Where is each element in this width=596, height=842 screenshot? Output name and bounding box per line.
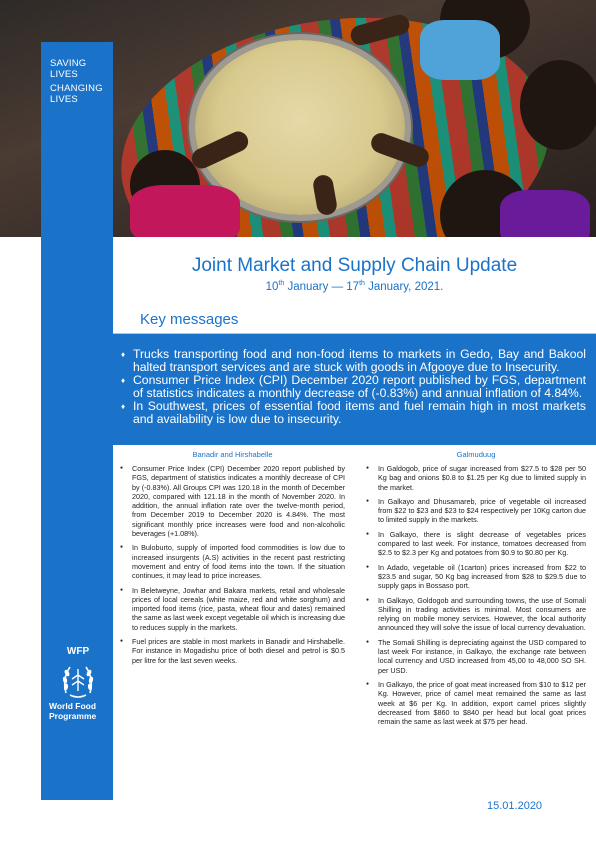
key-messages-box xyxy=(113,333,596,445)
tagline-changing-lives: CHANGING LIVES xyxy=(50,83,103,105)
list-item: ● Consumer Price Index (CPI) December 2020 report published by FGS, department of statistics indicates a monthly decrease of CPI by (-0.83%). All Groups CPI was 120.18 in the month of December 2020, compared with 121.18 in the month of November 2020. In addition, the annual inflation rate over the twelve-month period, from December 2019 to December 2020 is 4.84%. The most significant monthly price increases were food and non-alcoholic beverages (+1.08%). xyxy=(120,464,345,538)
child-head xyxy=(520,60,596,150)
list-item: ● In Beletweyne, Jowhar and Bakara markets, retail and wholesale prices of local cereals (white maize, red and white sorghum) and imported food items (rice, pasta, wheat flour and dates) remained the same as last week except vegetable oil which is increasing due to reduces supply in the markets. xyxy=(120,586,345,632)
wfp-abbr: WFP xyxy=(66,646,90,657)
list-item: ● The Somali Shilling is depreciating against the USD compared to last week For instance, in Galkayo, the exchange rate between local currency and USD increased from 45,00 to 48,000 SO SH. per USD. xyxy=(366,638,586,675)
page-title: Joint Market and Supply Chain Update xyxy=(191,255,518,276)
wfp-logo xyxy=(49,646,107,721)
list-item: ● In Galkayo, there is slight decrease of vegetables prices compared to last week. For instance, tomatoes decreased from $2.5 to $2.3 per Kg and potatoes from $0.9 to $0.80 per Kg. xyxy=(366,530,586,558)
wheat-wreath-icon xyxy=(58,659,98,699)
list-item: ● In Adado, vegetable oil (1carton) prices increased from $22 to $23.5 and sugar, 50 Kg bag increased from $28 to $29.5 due to supply gaps in Bossaso port. xyxy=(366,563,586,591)
list-item: ● Fuel prices are stable in most markets in Banadir and Hirshabelle. For instance in Mogadishu price of both diesel and petrol is $0.5 per litre for the last seven weeks. xyxy=(120,637,345,665)
key-message: ♦ In Southwest, prices of essential food items and fuel remain high in most markets and availability is low due to insecurity. xyxy=(121,400,586,426)
wfp-name: World Food Programme xyxy=(49,701,97,721)
child-clothing xyxy=(500,190,590,237)
child-clothing xyxy=(130,185,240,237)
list-item: ● In Galkayo, Goldogob and surrounding towns, the use of Somali Shilling in trading activities is minimal. Most consumers are relying on mobile money services. However, the local authority announced they will solve the issue of local currency devaluation. xyxy=(366,596,586,633)
list-item: ● In Galkayo, the price of goat meat increased from $10 to $12 per Kg. However, price of camel meat remained the same as last week at $6 per Kg. In addition, export camel prices slightly decreased from $860 to $840 per head but local goat prices remain the same as last week at $75 per head. xyxy=(366,680,586,726)
publication-date: 15.01.2020 xyxy=(487,800,543,812)
list-item: ● In Buloburto, supply of imported food commodities is low due to increased insurgents (A.S) activities in the recent past restricting movement and entry of food items into the town. If the situation continues, it may lead to price increases. xyxy=(120,543,345,580)
side-band xyxy=(41,42,113,800)
banadir-hirshabelle-column xyxy=(120,450,345,670)
column-heading: Galmuduug xyxy=(456,450,496,459)
column-heading: Banadir and Hirshabelle xyxy=(192,450,273,459)
list-item: ● In Galdogob, price of sugar increased from $27.5 to $28 per 50 Kg bag and onions $0.8 to $1.25 per Kg due to limited supply in the market. xyxy=(366,464,586,492)
key-messages-heading: Key messages xyxy=(140,311,239,328)
key-message: ♦ Trucks transporting food and non-food items to markets in Gedo, Bay and Bakool halted transport services and are stuck with goods in Afgooye due to Insecurity. xyxy=(121,348,586,374)
child-clothing xyxy=(420,20,500,80)
tagline-saving-lives: SAVING LIVES xyxy=(50,58,87,80)
date-range: 10th January — 17th January, 2021. xyxy=(265,280,444,293)
key-message: ♦ Consumer Price Index (CPI) December 2020 report published by FGS, department of statistics indicates a monthly decrease of (-0.83%) and annual inflation of 4.84%. xyxy=(121,374,586,400)
galmuduug-column xyxy=(366,450,586,731)
list-item: ● In Galkayo and Dhusamareb, price of vegetable oil increased from $22 to $23 and $23 to $24 respectively per 10Kg carton due to limited supply in the markets. xyxy=(366,497,586,525)
